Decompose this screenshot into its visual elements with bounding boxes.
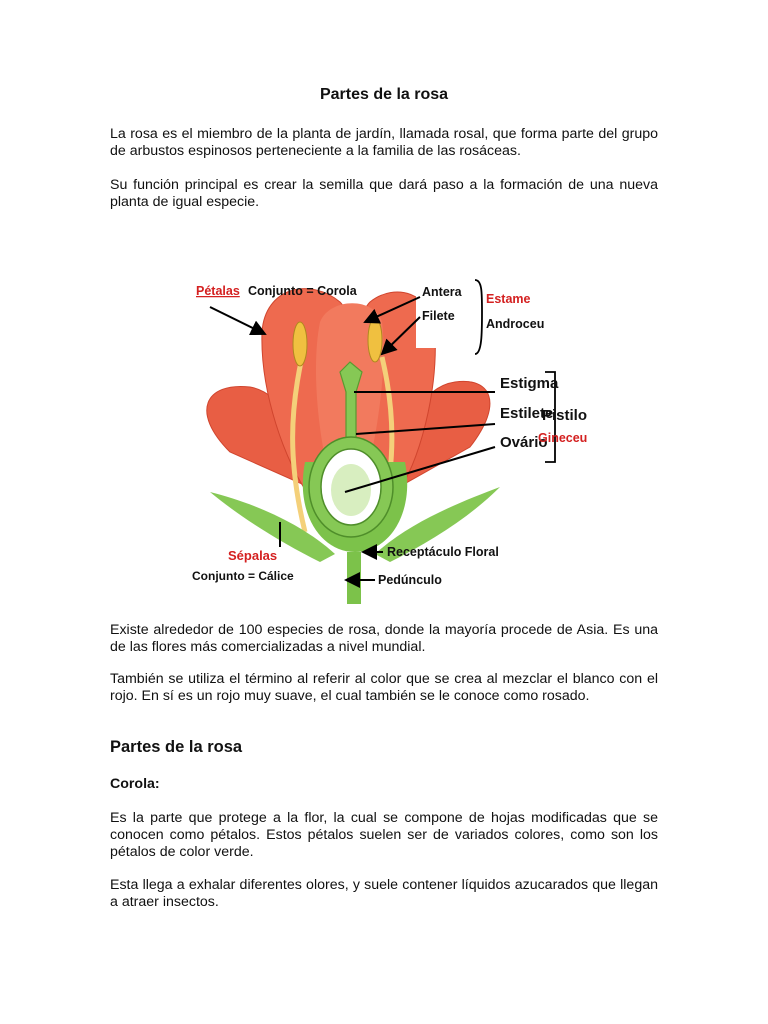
label-pistilo: Pistilo [542,407,588,424]
label-calice: Conjunto = Cálice [192,569,294,583]
page-title: Partes de la rosa [319,86,449,103]
body-paragraph-1: Existe alrededor de 100 especies de rosa, donde la mayoría procede de Asia. Es una de las flores más comercializadas a nivel mundial. [110,622,658,655]
label-filete: Filete [422,309,455,323]
rose-diagram [170,262,588,604]
body-paragraph-2: También se utiliza el término al referir al color que se crea al mezclar el blanco con el rojo. En sí es un rojo muy suave, el cual también se le conoce como rosado. [110,671,658,704]
label-estame: Estame [486,292,531,306]
corola-paragraph-1: Es la parte que protege a la flor, la cual se compone de hojas modificadas que se conocen como pétalos. Estos pétalos suelen ser de variados colores, como son los pétalos de color verde. [110,810,658,860]
corola-paragraph-2: Esta llega a exhalar diferentes olores, y suele contener líquidos azucarados que llegan a atraer insectos. [110,877,658,910]
label-petalas: Pétalas [196,284,240,298]
label-ovario: Ovário [500,434,548,451]
label-estigma: Estigma [500,375,559,392]
intro-paragraph-1: La rosa es el miembro de la planta de jardín, llamada rosal, que forma parte del grupo de arbustos espinosos perteneciente a la familia de las rosáceas. [110,126,658,159]
intro-paragraph-2: Su función principal es crear la semilla que dará paso a la formación de una nueva planta de igual especie. [110,177,658,210]
label-pedunculo: Pedúnculo [378,573,442,587]
section-heading: Partes de la rosa [110,738,243,756]
label-estilete: Estilete [500,405,554,422]
label-antera: Antera [422,285,462,299]
label-corola: Conjunto = Corola [248,284,357,298]
rose-diagram-svg [170,262,588,604]
label-androceu: Androceu [486,317,545,331]
label-sepalas: Sépalas [228,548,278,563]
corola-subheading: Corola: [110,776,160,792]
label-gineceu: Gineceu [538,431,588,445]
label-receptaculo: Receptáculo Floral [387,545,499,559]
